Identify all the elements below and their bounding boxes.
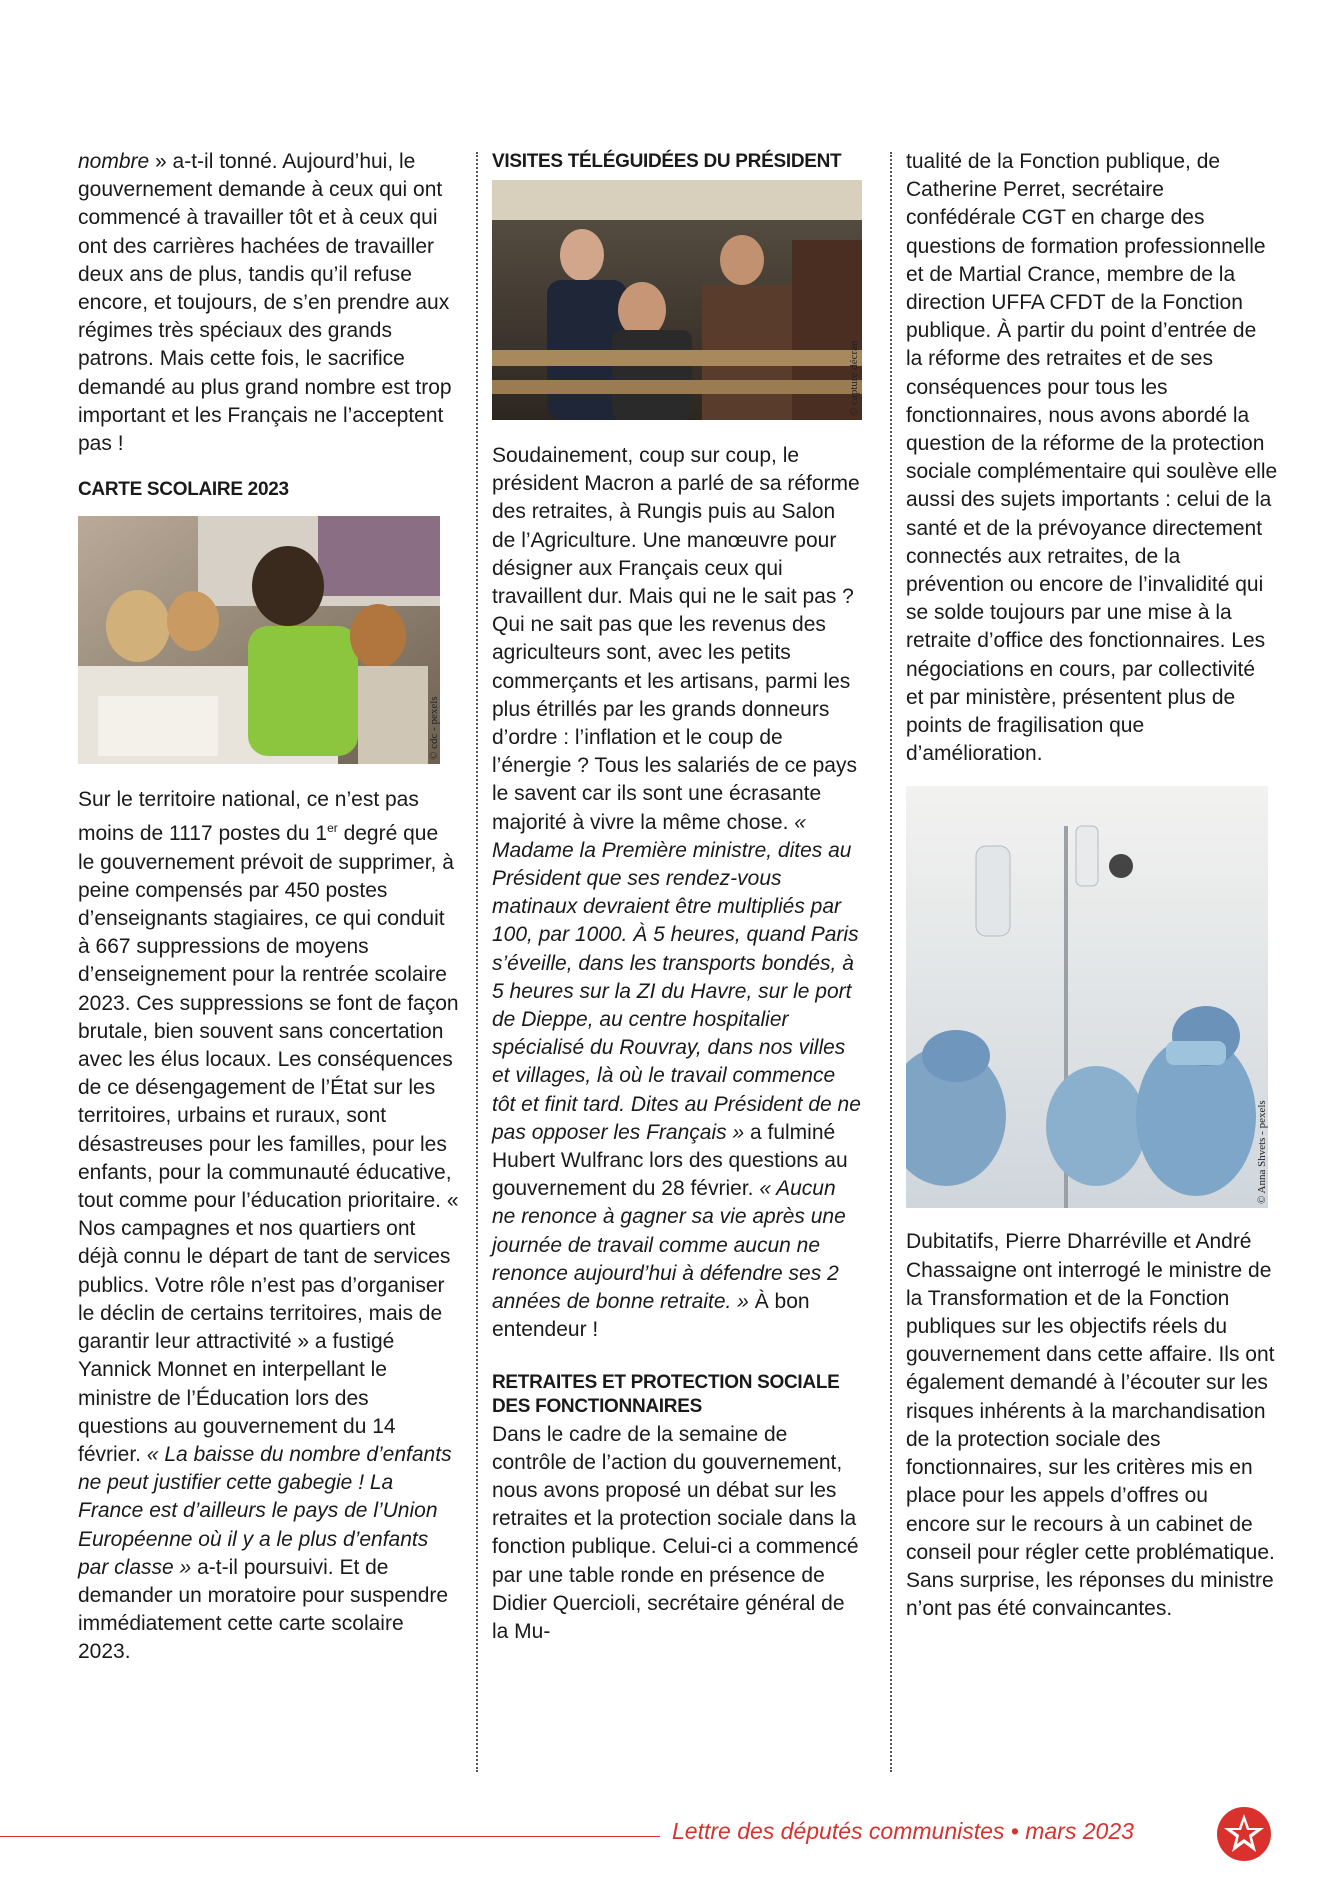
photo-credit: © cdc - pexels	[428, 696, 440, 761]
col1-body-text: Sur le territoire national, ce n’est pas moins de 1117 postes du 1er degré que le gouvernement prévoit de supprimer, à peine compensés par 450 postes d’enseignants stagiaires, ce qui conduit à 667 suppressions de moyens d’enseignement pour la rentrée scolaire 2023. Ces suppressions se font de façon brutale, bien souvent sans concertation avec les élus locaux. Les conséquences de ce désengagement de l’État sur les territoires, urbains et ruraux, sont désastreuses pour les familles, pour les enfants, pour la communauté éducative, tout comme pour l’éducation prioritaire. « Nos campagnes et nos quartiers ont déjà connu le départ de tant de services publics. Votre rôle n’est pas d’organiser le déclin de certains territoires, mais de garantir leur attractivité » a fustigé Yannick Monnet en interpellant le ministre de l’Éducation lors des questions au gouvernement du 14 février. « La baisse du nombre d’enfants ne peut justifier cette gabegie ! La France est d’ailleurs le pays de l’Union Européenne où il y a le plus d’enfants par classe » a-t-il poursuivi. Et de demander un moratoire pour suspendre immédiatement cette carte scolaire 2023.	[78, 788, 459, 1664]
photo-credit: © capture décran	[848, 340, 860, 416]
macron-visit-image	[492, 180, 862, 420]
classroom-image	[78, 516, 440, 764]
hospital-image	[906, 786, 1268, 1208]
section-heading-visites: VISITES TÉLÉGUIDÉES DU PRÉSIDENT	[492, 151, 842, 172]
column-3	[906, 148, 1278, 1623]
footer-publication-title: Lettre des députés communistes • mars 2023	[672, 1818, 1134, 1844]
column-1	[78, 148, 460, 1667]
col3-body-text-2: Dubitatifs, Pierre Dharréville et André Chassaigne ont interrogé le ministre de la Transformation et de la Fonction publiques sur les objectifs réels du gouvernement dans cette affaire. Ils ont également demandé à l’écouter sur les risques inhérents à la marchandisation de la protection sociale des fonctionnaires, sur les critères mis en place pour les appels d’offres ou encore sur le recours à un cabinet de conseil pour régler cette problématique. Sans surprise, les réponses du ministre n’ont pas été convaincantes.	[906, 1230, 1275, 1621]
column-divider-1	[476, 152, 478, 1772]
footer-rule	[0, 1836, 660, 1837]
hospital-photo	[906, 786, 1268, 1208]
section-heading-carte-scolaire: CARTE SCOLAIRE 2023	[78, 479, 289, 501]
photo-credit: © Anna Shvets - pexels	[1256, 1100, 1268, 1205]
col2-body-text: Soudainement, coup sur coup, le président Macron a parlé de sa réforme des retraites, à Rungis puis au Salon de l’Agriculture. Une manœuvre pour désigner aux Français ceux qui travaillent dur. Mais qui ne le sait pas ? Qui ne sait pas que les revenus des agriculteurs sont, avec les petits commerçants et les artisans, parmi les plus étrillés par les grands donneurs d’ordre : l’inflation et le coup de l’énergie ? Tous les salariés de ce pays le savent car ils sont une écrasante majorité à vivre la même chose. « Madame la Première ministre, dites au Président que ses rendez-vous matinaux devraient être multipliés par 100, par 1000. À 5 heures, quand Paris s’éveille, dans les transports bondés, à 5 heures sur la ZI du Havre, sur le port de Dieppe, au centre hospitalier spécialisé du Rouvray, dans nos villes et villages, là où le travail commence tôt et finit tard. Dites au Président de ne pas opposer les Français » a fulminé Hubert Wulfranc lors des questions au gouvernement du 28 février. « Aucun ne renonce à gagner sa vie après une journée de travail comme aucun ne renonce aujourd’hui à défendre ses 2 années de bonne retraite. » À bon entendeur !	[492, 444, 861, 1342]
col1-intro-text: nombre » a-t-il tonné. Aujourd’hui, le gouvernement demande à ceux qui ont commencé à travailler tôt et à ceux qui ont des carrières hachées de travailler deux ans de plus, tandis qu’il refuse encore, et toujours, de s’en prendre aux régimes très spéciaux des grands patrons. Mais cette fois, le sacrifice demandé au plus grand nombre est trop important et les Français ne l’acceptent pas !	[78, 150, 452, 456]
column-2	[492, 150, 862, 1646]
col2-body-text-2: Dans le cadre de la semaine de contrôle de l’action du gouvernement, nous avons proposé un débat sur les retraites et la protection sociale dans la fonction publique. Celui-ci a commencé par une table ronde en présence de Didier Quercioli, secrétaire général de la Mu-	[492, 1422, 859, 1643]
star-logo-icon	[1216, 1806, 1272, 1862]
col3-body-text: tualité de la Fonction publique, de Catherine Perret, secrétaire confédérale CGT en charge des questions de formation professionnelle et de Martial Crance, membre de la direction UFFA CFDT de la Fonction publique. À partir du point d’entrée de la réforme des retraites et de ses conséquences pour tous les fonctionnaires, nous avons abordé la question de la réforme de la protection sociale complémentaire qui soulève elle aussi des sujets importants : celui de la santé et de la prévoyance directement connectés aux retraites, de la prévention ou encore de l’invalidité qui se solde toujours par une mise à la retraite d’office des fonctionnaires. Les négociations en cours, par collectivité et par ministère, présentent plus de points de fragilisation que d’amélioration.	[906, 150, 1278, 766]
classroom-photo	[78, 516, 440, 764]
macron-visit-photo	[492, 180, 862, 420]
column-divider-2	[890, 152, 892, 1772]
section-heading-retraites: RETRAITES ET PROTECTION SOCIALE DES FONCTIONNAIRES	[492, 1371, 840, 1417]
